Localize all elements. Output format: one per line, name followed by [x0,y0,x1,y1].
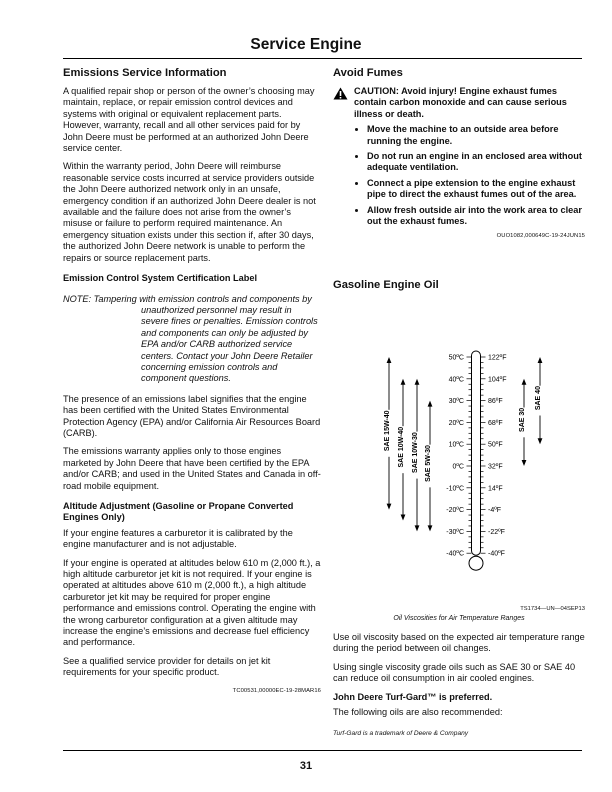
oil-viscosity-paragraph: Use oil viscosity based on the expected air temperature range during the period between oil changes. [333,632,585,654]
list-item: • Allow fresh outside air into the work area to clear out the exhaust fumes. [367,205,585,228]
fahrenheit-label: 50ºF [488,441,503,449]
range-arrow-bottom [522,460,527,466]
caution-text: CAUTION: Avoid injury! Engine exhaust fumes contain carbon monoxide and can cause serious illness or death. [354,86,567,119]
celsius-label: 30ºC [448,398,464,406]
fahrenheit-label: 122ºF [488,354,507,362]
thermometer-bulb [469,556,483,570]
emissions-paragraph-1: A qualified repair shop or person of the owner’s choosing may maintain, replace, or repair emission control devices and systems with original or equivalent replacement parts. However, warranty, recall and all other services paid for by John Deere must be performed at an authorized John Deere service center. [63,86,315,154]
emissions-paragraph-2: Within the warranty period, John Deere will reimburse reasonable service costs incurred at service providers outside the John Deere authorized network only in an unsafe, emergency condition if an authorized John Deere dealer is not available and the failure does not arise from the owner’s misuse or failure to perform required maintenance. An emergency situation exists under this section if, after 30 days, the authorized John Deere network is unable to perform the repairs or source replacement parts. [63,161,316,263]
fahrenheit-label: 14ºF [488,485,503,493]
altitude-heading: Altitude Adjustment (Gasoline or Propane Converted Engines Only) [63,501,294,523]
celsius-label: -10ºC [446,485,464,493]
recommended-oils-text: The following oils are also recommended: [333,707,503,718]
left-column [63,67,321,697]
list-item: • Move the machine to an outside area before running the engine. [367,124,585,147]
viscosity-grade-label: SAE 40 [535,386,542,411]
fahrenheit-label: -40ºF [488,550,505,558]
range-arrow-top [401,379,406,385]
range-arrow-top [428,401,433,407]
figure-caption: Oil Viscosities for Air Temperature Ranges [393,615,525,622]
header-rule [63,58,582,59]
left-doc-code: TC00531,00000EC-19-28MAR16 [232,687,321,694]
single-viscosity-paragraph: Using single viscosity grade oils such as SAE 30 or SAE 40 can reduce oil consumption in air cooled engines. [333,661,576,684]
viscosity-grade-label: SAE 10W-30 [412,432,419,473]
oil-text-section [333,632,585,740]
celsius-label: 40ºC [448,376,464,384]
celsius-label: -40ºC [446,550,464,558]
celsius-label: 0ºC [452,463,464,471]
range-arrow-top [387,357,392,363]
range-arrow-bottom [415,525,420,531]
fahrenheit-label: 32ºF [488,463,503,471]
viscosity-grade-label: SAE 10W-40 [398,426,405,468]
avoid-fumes-section [333,67,585,243]
list-item: • Do not run an engine in an enclosed area without adequate ventilation. [367,151,585,174]
oil-heading-block [333,279,585,298]
range-arrow-bottom [401,515,406,521]
trademark-footnote: Turf-Gard is a trademark of Deere & Company [333,730,469,738]
range-arrow-top [415,379,420,385]
celsius-label: 10ºC [448,441,464,449]
celsius-label: -20ºC [446,507,464,515]
emissions-heading: Emissions Service Information [63,67,227,79]
gasoline-oil-heading: Gasoline Engine Oil [333,279,439,291]
fahrenheit-label: 86ºF [488,398,503,406]
page-title: Service Engine [250,36,362,53]
emissions-label-paragraph: The presence of an emissions label signifies that the engine has been certified with the United States Environmental Protection Agency (EPA) and/or California Air Resources Board (CARB). [63,393,321,438]
caution-block [333,86,585,120]
footer-rule [63,750,582,751]
fahrenheit-label: -4ºF [488,507,502,515]
turf-gard-preferred: John Deere Turf-Gard™ is preferred. [333,691,493,702]
figure-code: TS1734—UN—04SEP13 [520,606,585,612]
list-item: • Connect a pipe extension to the engine exhaust pipe to direct the exhaust fumes out of the area. [367,178,585,201]
viscosity-grade-label: SAE 15W-40 [384,410,391,452]
warranty-paragraph: The emissions warranty applies only to those engines marketed by John Deere that have been certified by the EPA and/or CARB; and used in the United States and Canada in off-road mobile equipment. [63,446,321,491]
page-number: 31 [299,760,313,772]
range-arrow-top [538,357,543,363]
fahrenheit-label: 104ºF [488,376,507,384]
tampering-note: NOTE: Tampering with emission controls and components by unauthorized personnel may result in severe fines or penalties. Emission controls and components can only be adjusted by EPA and/or CARB authorized service centers. Contact your John Deere Retailer concerning emission controls and component questions. [63,293,318,384]
avoid-fumes-heading: Avoid Fumes [333,67,403,79]
viscosity-grade-label: SAE 5W-30 [425,445,432,482]
service-provider-paragraph: See a qualified service provider for details on jet kit requirements for your specific product. [63,655,271,678]
range-arrow-top [522,379,527,385]
altitude-paragraph: If your engine is operated at altitudes below 610 m (2,000 ft.), a high altitude carburetor jet kit is not required. If your engine is operated at altitudes above 610 m (2,000 ft.), a high altitude carburetor jet kit may be required for proper engine performance and emissions control. Operating the engine with the wrong carburetor configuration at a given altitude may increase the engine’s emissions and decrease fuel efficiency and performance. [63,557,321,648]
range-arrow-bottom [387,504,392,510]
oil-viscosity-chart [333,350,585,620]
celsius-label: -30ºC [446,528,464,536]
range-arrow-bottom [538,438,543,444]
carburetor-paragraph: If your engine features a carburetor it is calibrated by the engine manufacturer and is not adjustable. [63,527,293,550]
fahrenheit-label: 68ºF [488,419,503,427]
oil-viscosity-svg [333,350,585,600]
range-arrow-bottom [428,525,433,531]
thermometer-tube [472,351,481,555]
warning-triangle-icon [333,87,348,100]
celsius-label: 50ºC [448,354,464,362]
celsius-label: 20ºC [448,419,464,427]
certification-label-heading: Emission Control System Certification Label [63,273,257,284]
fumes-doc-code: OUO1082,000649C-19-24JUN15 [496,233,585,240]
fahrenheit-label: -22ºF [488,528,505,536]
fumes-bullet-list [333,124,585,227]
viscosity-grade-label: SAE 30 [519,407,526,432]
